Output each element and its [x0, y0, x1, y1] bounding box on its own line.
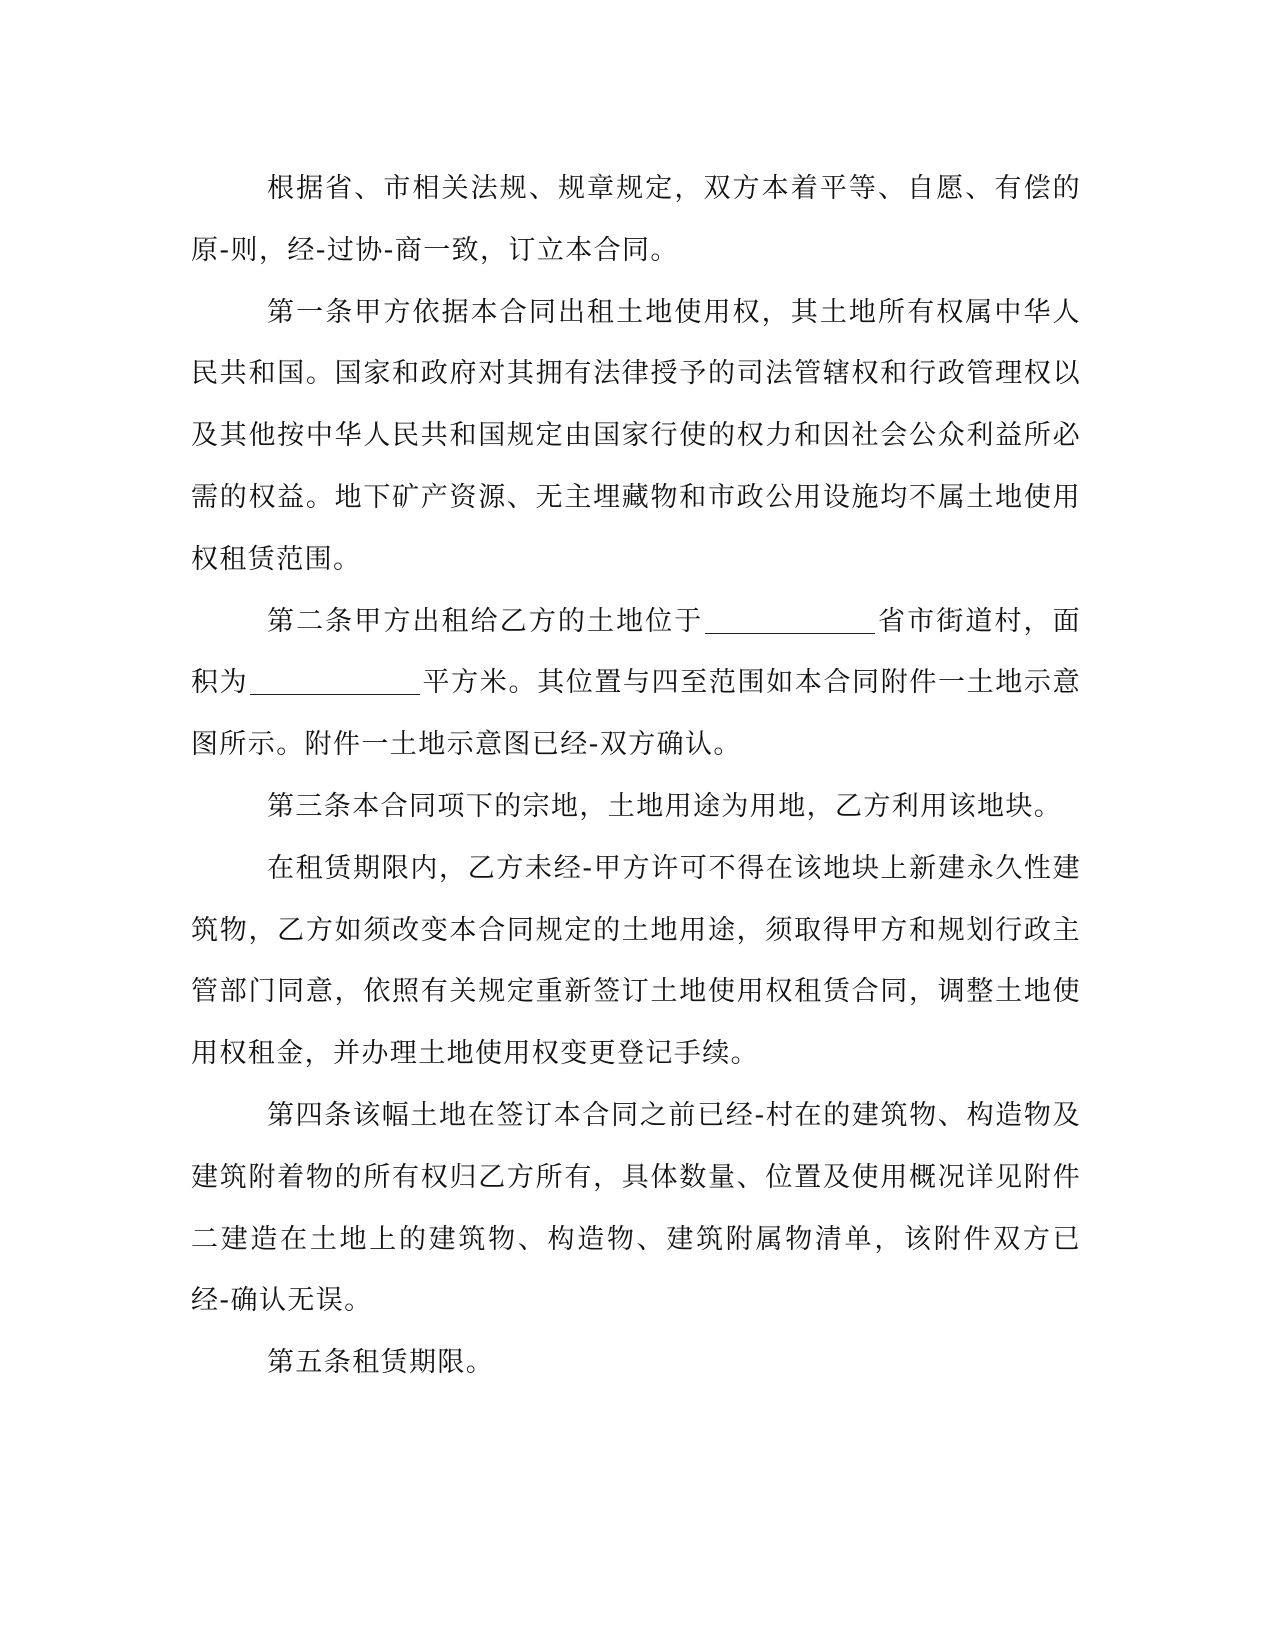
- article-2-text-part3: 平方米。其位置与四至范围如本合同附件一土地示意图所示。附件一土地示意图已经-双方确认。: [191, 667, 1081, 761]
- paragraph-preamble: 根据省、市相关法规、规章规定，双方本着平等、自愿、有偿的原-则，经-过协-商一致，订立本合同。: [191, 173, 1081, 266]
- paragraph-lease-restrictions: 在租赁期限内，乙方未经-甲方许可不得在该地块上新建永久性建筑物，乙方如须改变本合同规定的土地用途，须取得甲方和规划行政主管部门同意，依照有关规定重新签订土地使用权租赁合同，调整土地使用权租金，并办理土地使用权变更登记手续。: [191, 852, 1081, 1070]
- paragraph-article-5: 第五条租赁期限。: [267, 1347, 495, 1379]
- paragraph-article-1: 第一条甲方依据本合同出租土地使用权，其土地所有权属中华人民共和国。国家和政府对其拥有法律授予的司法管辖权和行政管理权以及其他按中华人民共和国规定由国家行使的权力和因社会公众利益所必需的权益。地下矿产资源、无主埋藏物和市政公用设施均不属土地使用权租赁范围。: [191, 296, 1081, 575]
- blank-location-field[interactable]: [705, 603, 875, 634]
- paragraph-article-4: 第四条该幅土地在签订本合同之前已经-村在的建筑物、构造物及建筑附着物的所有权归乙方所有，具体数量、位置及使用概况详见附件二建造在土地上的建筑物、构造物、建筑附属物清单，该附件双方已经-确认无误。: [191, 1099, 1081, 1317]
- blank-area-field[interactable]: [250, 664, 420, 695]
- document-body: [191, 158, 1081, 1394]
- article-2-text-part1: 第二条甲方出租给乙方的土地位于: [267, 605, 704, 637]
- article-2-text-part2: 省市街道村，面积为: [191, 605, 1081, 699]
- paragraph-article-3: 第三条本合同项下的宗地，土地用途为用地，乙方利用该地块。: [267, 790, 1063, 822]
- paragraph-article-2: [191, 591, 1081, 776]
